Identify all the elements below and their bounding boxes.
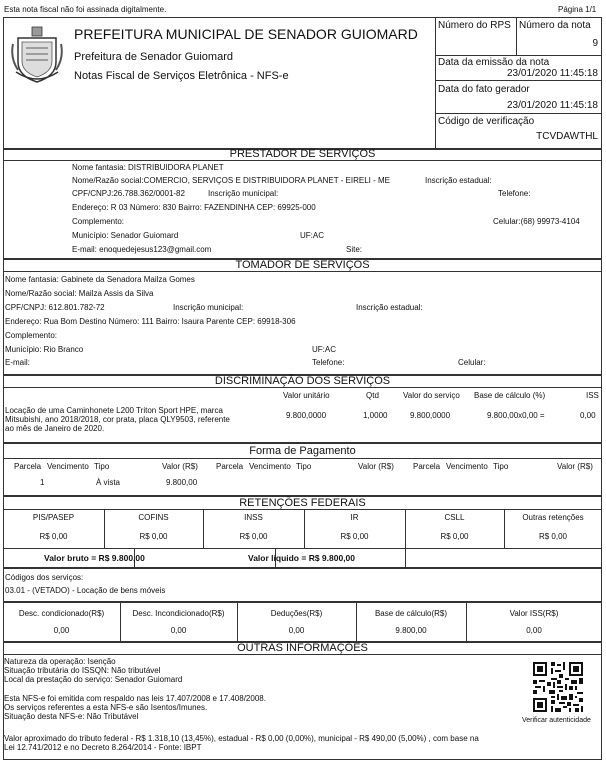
col-valor-unitario: Valor unitário: [283, 391, 330, 400]
prestador-telefone: Telefone:: [498, 189, 531, 198]
val-label-iss: Valor ISS(R$): [509, 609, 559, 618]
codigos-value: 03.01 - (VETADO) - Locação de bens móveis: [5, 586, 166, 595]
outras-line-7: Valor aproximado do tributo federal - R$ 1.318,10 (13,45%), estadual - R$ 0,00 (0,00%), municipal - R$ 490,00 (5,00%) , com base na: [4, 734, 479, 743]
prestador-razao: Nome/Razão social:COMERCIO, SERVIÇOS E DISTRIBUIDORA PLANET - EIRELI - ME: [72, 176, 391, 185]
prestador-complemento: Complemento:: [72, 217, 125, 226]
col-qtd: Qtd: [366, 391, 379, 400]
emissao-value: 23/01/2020 11:45:18: [506, 68, 598, 79]
prestador-cnpj: CPF/CNPJ:26.788.362/0001-82: [72, 189, 185, 198]
ret-label-ir: IR: [350, 513, 359, 522]
ret-label-csll: CSLL: [444, 513, 465, 522]
tomador-insc-municipal: Inscrição municipal:: [173, 303, 244, 312]
fato-value: 23/01/2020 11:45:18: [506, 100, 598, 111]
qr-code-icon[interactable]: [531, 660, 585, 714]
prestador-endereco: Endereço: R 03 Número: 830 Bairro: FAZENDINHA CEP: 69925-000: [72, 203, 316, 212]
service-desc-line-2: Mitsubishi, ano 2018/2018, cor prata, placa QLY9503, referente: [5, 415, 230, 424]
pag-h-parcela-1: Parcela: [14, 462, 42, 471]
ret-value-cofins: R$ 0,00: [139, 532, 168, 541]
ret-value-outras: R$ 0,00: [538, 532, 568, 541]
prestador-site: Site:: [346, 245, 363, 254]
city-title: PREFEITURA MUNICIPAL DE SENADOR GUIOMARD: [74, 26, 418, 42]
fato-label: Data do fato gerador: [438, 84, 530, 95]
tomador-insc-estadual: Inscrição estadual:: [356, 303, 423, 312]
val-label-desc-cond: Desc. condicionado(R$): [18, 609, 105, 618]
prestador-fantasia: Nome fantasia: DISTRIBUIDORA PLANET: [72, 163, 224, 172]
ret-label-outras: Outras retenções: [522, 513, 584, 522]
header-subtitle-1: Prefeitura de Senador Guiomard: [74, 51, 233, 63]
val-value-desc-cond: 0,00: [53, 626, 70, 635]
page-number: Página 1/1: [558, 5, 597, 14]
pag-h-tipo-2: Tipo: [296, 462, 312, 471]
tomador-complemento: Complemento:: [5, 331, 58, 340]
outras-line-8: Lei 12.741/2012 e no Decreto 8.264/2014 - Fonte: IBPT: [4, 743, 202, 752]
valores-box: [3, 602, 602, 642]
tomador-municipio: Município: Rio Branco: [5, 345, 84, 354]
service-value: 9.800,0000: [410, 411, 451, 420]
pag-h-valor-3: Valor (R$): [557, 462, 593, 471]
outras-line-6: Situação desta NFS-e: Não Tributável: [4, 712, 139, 721]
tomador-email: E-mail:: [5, 358, 30, 367]
prestador-celular: Celular:(68) 99973-4104: [493, 217, 580, 226]
val-label-base: Base de cálculo(R$): [374, 609, 448, 618]
prestador-insc-municipal: Inscrição municipal:: [208, 189, 279, 198]
tomador-uf: UF:AC: [312, 345, 336, 354]
service-unit-value: 9.800,0000: [286, 411, 327, 420]
tomador-razao: Nome/Razão social: Mailza Assis da Silva: [5, 289, 154, 298]
prestador-insc-estadual: Inscrição estadual:: [425, 176, 492, 185]
codigos-label: Códigos dos serviços:: [5, 573, 84, 582]
col-iss: ISS: [586, 391, 599, 400]
val-value-deducoes: 0,00: [288, 626, 305, 635]
emissao-label: Data da emissão da nota: [438, 57, 550, 68]
tomador-endereco: Endereço: Rua Bom Destino Número: 111 Bairro: Isaura Parente CEP: 69918-306: [5, 317, 296, 326]
prestador-uf: UF:AC: [300, 231, 324, 240]
service-desc-line-3: ao mês de Janeiro de 2020.: [5, 424, 105, 433]
tomador-title: TOMADOR DE SERVIÇOS: [235, 259, 370, 271]
ret-label-pis: PIS/PASEP: [32, 513, 75, 522]
pag-tipo-value: À vista: [96, 478, 121, 487]
pag-h-tipo-1: Tipo: [94, 462, 110, 471]
ret-label-inss: INSS: [244, 513, 263, 522]
signature-notice: Esta nota fiscal não foi assinada digitalmente.: [4, 5, 167, 14]
tomador-fantasia: Nome fantasia: Gabinete da Senadora Mailza Gomes: [5, 275, 195, 284]
prestador-title: PRESTADOR DE SERVIÇOS: [229, 148, 376, 160]
val-label-deducoes: Deduções(R$): [270, 609, 323, 618]
pag-h-vencimento-1: Vencimento: [47, 462, 89, 471]
outras-line-5: Os serviços referentes a esta NFS-e são Isentos/Imunes.: [4, 703, 208, 712]
tomador-cpf: CPF/CNPJ: 612.801.782-72: [5, 303, 105, 312]
qr-caption[interactable]: Verificar autenticidade: [522, 717, 591, 724]
val-value-desc-incond: 0,00: [170, 626, 187, 635]
tomador-celular: Celular:: [458, 358, 486, 367]
prestador-municipio: Município: Senador Guiomard: [72, 231, 179, 240]
pag-h-vencimento-2: Vencimento: [249, 462, 291, 471]
prestador-email: E-mail: enoquedejesus123@gmail.com: [72, 245, 212, 254]
pag-parcela-value: 1: [40, 478, 45, 487]
pag-h-parcela-2: Parcela: [216, 462, 244, 471]
pag-h-parcela-3: Parcela: [413, 462, 441, 471]
valor-bruto: Valor bruto = R$ 9.800,00: [44, 553, 145, 563]
retencoes-title: RETENÇÕES FEDERAIS: [239, 497, 366, 509]
ret-value-inss: R$ 0,00: [239, 532, 268, 541]
val-value-base: 9.800,00: [395, 626, 427, 635]
val-label-desc-incond: Desc. Incondicionado(R$): [132, 609, 225, 618]
codigos-box: [3, 568, 602, 602]
service-base: 9.800,00x0,00 =: [487, 411, 545, 420]
col-base-calculo: Base de cálculo (%): [474, 391, 546, 400]
ret-label-cofins: COFINS: [138, 513, 169, 522]
header-subtitle-2: Notas Fiscal de Serviços Eletrônica - NFS-e: [74, 70, 289, 82]
outras-line-2: Situação tributária do ISSQN: Não tributável: [4, 666, 161, 675]
pag-valor-value: 9.800,00: [166, 478, 198, 487]
col-valor-servico: Valor do serviço: [403, 391, 460, 400]
coat-of-arms-icon: [10, 24, 64, 86]
outras-line-1: Natureza da operação: Isenção: [4, 657, 116, 666]
service-qtd: 1,0000: [363, 411, 388, 420]
pag-h-vencimento-3: Vencimento: [446, 462, 488, 471]
rps-label: Número do RPS: [438, 20, 511, 31]
pag-h-valor-2: Valor (R$): [358, 462, 394, 471]
codigo-label: Código de verificação: [438, 116, 535, 127]
nota-label: Número da nota: [519, 20, 591, 31]
pag-h-tipo-3: Tipo: [493, 462, 509, 471]
ret-value-pis: R$ 0,00: [39, 532, 68, 541]
pag-h-valor-1: Valor (R$): [162, 462, 198, 471]
outras-line-3: Local da prestação do serviço: Senador Guiomard: [4, 675, 183, 684]
discriminacao-title: DISCRIMINAÇÃO DOS SERVIÇOS: [214, 375, 391, 387]
service-desc-line-1: Locação de uma Caminhonete L200 Triton Sport HPE, marca: [5, 406, 223, 415]
valor-liquido: Valor líquido = R$ 9.800,00: [248, 553, 356, 563]
ret-value-ir: R$ 0,00: [340, 532, 369, 541]
nota-value: 9: [592, 38, 598, 49]
tomador-telefone: Telefone:: [312, 358, 345, 367]
val-value-iss: 0,00: [526, 626, 542, 635]
codigo-value: TCVDAWTHL: [536, 131, 598, 142]
outras-line-4: Esta NFS-e foi emitida com respaldo nas leis 17.407/2008 e 17.408/2008.: [4, 694, 266, 703]
pagamento-title: Forma de Pagamento: [249, 445, 356, 457]
ret-value-csll: R$ 0,00: [440, 532, 469, 541]
outras-title: OUTRAS INFORMAÇÕES: [237, 642, 368, 654]
service-iss: 0,00: [580, 411, 596, 420]
